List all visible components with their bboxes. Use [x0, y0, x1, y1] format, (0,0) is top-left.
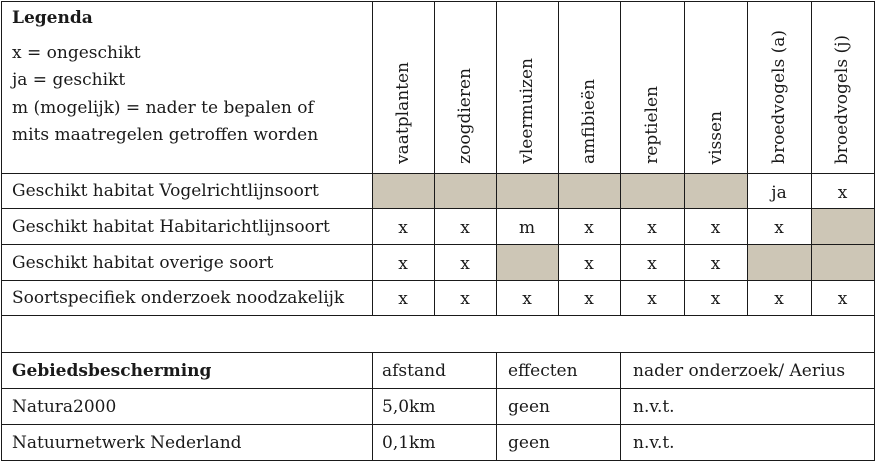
legend-line: x = ongeschikt [12, 43, 141, 63]
table-rule [1, 1, 2, 461]
table-cell: x [398, 254, 408, 274]
column-header-vleermuizen: vleermuizen [517, 58, 537, 164]
column-header-vaatplanten: vaatplanten [393, 62, 413, 164]
table-rule [620, 352, 621, 461]
table-cell: x [584, 218, 594, 238]
table-cell: m [518, 218, 536, 238]
legend-line: m (mogelijk) = nader te bepalen of [12, 98, 314, 118]
column-header-zoogdieren: zoogdieren [455, 68, 475, 164]
table-rule [1, 173, 875, 174]
table-cell: x [774, 289, 784, 309]
column-header-amfibieen: amfibieën [579, 79, 599, 164]
shaded-cell [747, 244, 811, 280]
protection-cell: Natuurnetwerk Nederland [12, 433, 242, 453]
table-cell: x [398, 289, 408, 309]
shaded-cell [558, 173, 620, 208]
table-cell: x [774, 218, 784, 238]
table-rule [747, 1, 748, 316]
shaded-cell [496, 244, 558, 280]
table-rule [496, 1, 497, 316]
table-cell: x [460, 218, 470, 238]
table-cell: x [584, 254, 594, 274]
row-label: Geschikt habitat Vogelrichtlijnsoort [12, 181, 319, 201]
column-header-broedvogels-j: broedvogels (j) [832, 34, 852, 164]
column-header-broedvogels-a: broedvogels (a) [769, 30, 789, 164]
column-header-vissen: vissen [706, 110, 726, 164]
shaded-cell [811, 244, 874, 280]
shaded-cell [434, 173, 496, 208]
shaded-cell [496, 173, 558, 208]
table-rule [1, 1, 875, 2]
protection-cell: geen [508, 433, 550, 453]
table-cell: x [398, 218, 408, 238]
legend-line: ja = geschikt [12, 70, 126, 90]
shaded-cell [620, 173, 684, 208]
protection-header: effecten [508, 361, 578, 381]
protection-cell: 5,0km [382, 397, 436, 417]
table-cell: x [710, 254, 721, 274]
legend-line: mits maatregelen getroffen worden [12, 125, 319, 145]
protection-header: nader onderzoek/ Aerius [633, 361, 846, 381]
shaded-cell [684, 173, 747, 208]
row-label: Geschikt habitat Habitarichtlijnsoort [12, 217, 330, 237]
table-cell: ja [771, 183, 787, 203]
table-cell: x [710, 289, 721, 309]
table-rule [1, 280, 875, 281]
table-cell: x [710, 218, 721, 238]
row-label: Geschikt habitat overige soort [12, 253, 274, 273]
table-cell: x [522, 289, 532, 309]
table-rule [496, 352, 497, 461]
table-cell: x [584, 289, 594, 309]
legend-title: Legenda [12, 8, 93, 28]
shaded-cell [372, 173, 434, 208]
table-cell: x [647, 254, 657, 274]
table-rule [1, 208, 875, 209]
table-cell: x [647, 289, 657, 309]
table-cell: x [460, 289, 470, 309]
table-cell: x [837, 183, 848, 203]
row-label: Soortspecifiek onderzoek noodzakelijk [12, 288, 345, 308]
table-cell: x [837, 289, 848, 309]
protection-header: Gebiedsbescherming [12, 361, 212, 381]
table-rule [1, 244, 875, 245]
table-rule [1, 315, 875, 316]
column-header-reptielen: reptielen [642, 86, 662, 164]
protection-cell: Natura2000 [12, 397, 117, 417]
table-rule [1, 424, 875, 425]
table-cell: x [460, 254, 470, 274]
protection-cell: 0,1km [382, 433, 436, 453]
table-rule [1, 460, 875, 461]
table-cell: x [647, 218, 657, 238]
protection-cell: geen [508, 397, 550, 417]
table-rule [874, 1, 875, 461]
protection-cell: n.v.t. [633, 433, 675, 453]
shaded-cell [811, 208, 874, 244]
table-rule [372, 352, 373, 461]
table-rule [1, 388, 875, 389]
table-rule [1, 352, 875, 353]
protection-cell: n.v.t. [633, 397, 675, 417]
table-rule [811, 1, 812, 316]
protection-header: afstand [382, 361, 446, 381]
